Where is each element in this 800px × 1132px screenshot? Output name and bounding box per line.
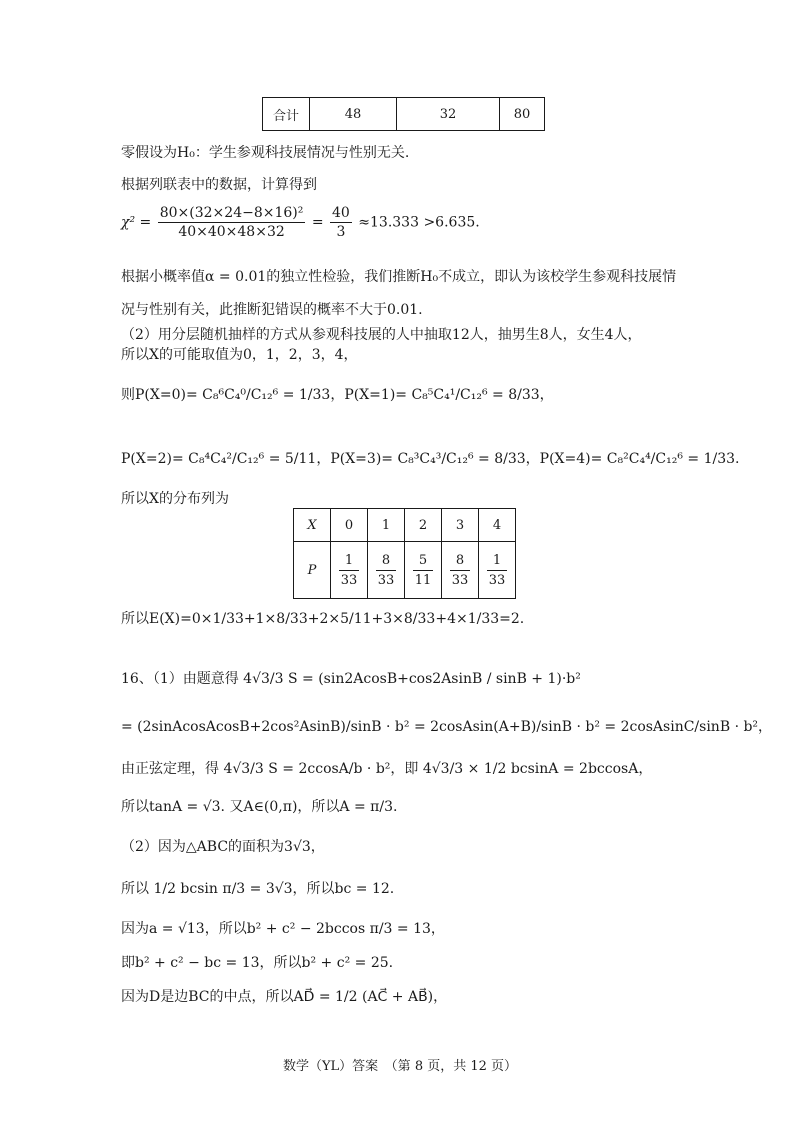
compute-line: 根据列联表中的数据，计算得到 [121, 177, 317, 193]
distribution-intro: 所以X的分布列为 [121, 491, 229, 507]
expectation-line: 所以E(X)=0×1/33+1×8/33+2×5/11+3×8/33+4×1/33=2. [121, 611, 525, 627]
values-line: 所以X的可能取值为0，1，2，3，4， [121, 347, 358, 363]
x-1: 1 [368, 509, 405, 542]
total-all: 80 [500, 98, 545, 131]
chi-denominator: 40×40×48×32 [178, 224, 285, 240]
sampling-line: （2）用分层随机抽样的方式从参观科技展的人中抽取12人，抽男生8人，女生4人， [121, 327, 642, 343]
chi-symbol: χ² = [121, 214, 152, 231]
chi-approx: ≈13.333 >6.635. [358, 214, 480, 231]
x-0: 0 [331, 509, 368, 542]
chi-numerator: 80×(32×24−8×16)² [159, 205, 304, 221]
q16-sum-squares: 即b² + c² − bc = 13，所以b² + c² = 25. [121, 955, 394, 971]
chi-result-den: 3 [336, 224, 346, 240]
x-header: X [294, 509, 331, 542]
chi-result-num: 40 [332, 205, 350, 221]
conclusion-line: 况与性别有关，此推断犯错误的概率不大于0.01. [121, 302, 423, 318]
x-3: 3 [442, 509, 479, 542]
p-4: $\frac{1}{33}$ [479, 542, 516, 599]
q16-start: 16、（1）由题意得 4√3/3 S = (sin2AcosB+cos2AsinB / sinB + 1)·b² [121, 671, 581, 687]
q16-expansion: = (2sinAcosAcosB+2cos²AsinB)/sinB · b² = 2cosAsin(A+B)/sinB · b² = 2cosAsinC/sinB · b²， [121, 719, 773, 735]
q16-sine-rule: 由正弦定理，得 4√3/3 S = 2ccosA/b · b²，即 4√3/3 × 1/2 bcsinA = 2bccosA， [121, 761, 653, 777]
x-4: 4 [479, 509, 516, 542]
prob-line-1: 则P(X=0)= C₈⁶C₄⁰/C₁₂⁶ = 1/33，P(X=1)= C₈⁵C₄¹/C₁₂⁶ = 8/33， [121, 387, 554, 403]
distribution-table [293, 508, 516, 599]
chi-square-formula [121, 206, 480, 239]
chi-fraction [158, 206, 306, 239]
independence-test-line: 根据小概率值α = 0.01的独立性检验，我们推断H₀不成立，即认为该校学生参观科技展情 [121, 269, 677, 285]
null-hypothesis-line: 零假设为H₀：学生参观科技展情况与性别无关. [121, 145, 410, 161]
total-female: 32 [397, 98, 500, 131]
total-label: 合计 [263, 98, 310, 131]
q16-part2-area: （2）因为△ABC的面积为3√3， [121, 839, 325, 855]
x-2: 2 [405, 509, 442, 542]
q16-bc-line: 所以 1/2 bcsin π/3 = 3√3，所以bc = 12. [121, 881, 395, 897]
q16-midpoint: 因为D是边BC的中点，所以AD⃗ = 1/2 (AC⃗ + AB⃗)， [121, 989, 448, 1005]
chi-result-fraction [330, 206, 352, 239]
q16-cosine-rule: 因为a = √13，所以b² + c² − 2bccos π/3 = 13， [121, 921, 445, 937]
total-row-table [262, 97, 545, 131]
p-header: P [294, 542, 331, 599]
p-1: $\frac{8}{33}$ [368, 542, 405, 599]
q16-tan-line: 所以tanA = √3. 又A∈(0,π)，所以A = π/3. [121, 799, 398, 815]
total-male: 48 [310, 98, 397, 131]
prob-line-2: P(X=2)= C₈⁴C₄²/C₁₂⁶ = 5/11，P(X=3)= C₈³C₄³/C₁₂⁶ = 8/33，P(X=4)= C₈²C₄⁴/C₁₂⁶ = 1/33. [121, 451, 740, 467]
p-0: $\frac{1}{33}$ [331, 542, 368, 599]
chi-equals: = [311, 214, 324, 231]
p-3: $\frac{8}{33}$ [442, 542, 479, 599]
page-footer: 数学（YL）答案 （第 8 页，共 12 页） [282, 1059, 518, 1074]
p-2: $\frac{5}{11}$ [405, 542, 442, 599]
